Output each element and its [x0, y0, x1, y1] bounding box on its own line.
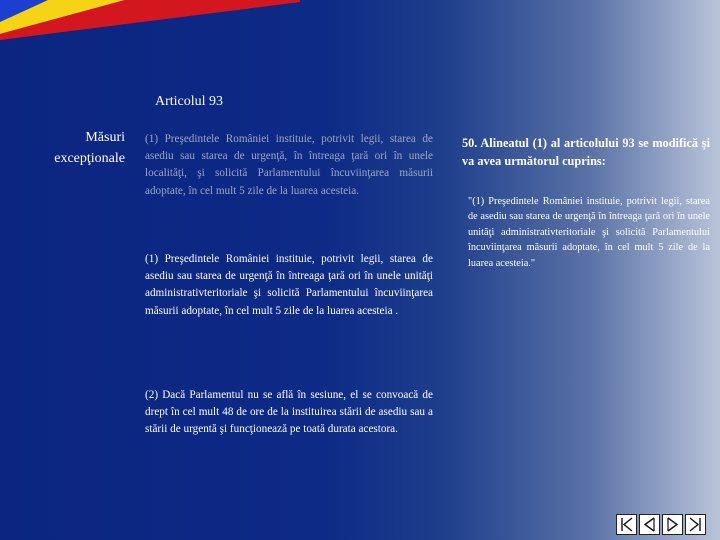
next-slide-button[interactable]	[662, 514, 683, 535]
flag-banner	[0, 0, 300, 40]
amendment-text: "(1) Preşedintele României instituie, potrivit legii, starea de asediu sau starea de urgenţă în întreaga ţară ori în unele unităţi administrativteritoriale şi solicită Parlamentului încuviinţarea măsurii adoptate, în cel mult 5 zile de la luarea acesteia."	[468, 196, 710, 269]
last-slide-icon	[687, 516, 704, 533]
next-slide-icon	[664, 516, 681, 533]
paragraph-2: (2) Dacă Parlamentul nu se află în sesiune, el se convoacă de drept în cel mult 48 de ore de la instituirea stării de asediu sau a stării de urgentă şi funcţionează pe toată durata acestora.	[145, 389, 433, 436]
amendment-heading: 50. Alineatul (1) al articolului 93 se modifică şi va avea următorul cuprins:	[462, 136, 710, 168]
side-label	[30, 127, 125, 169]
previous-slide-icon	[641, 516, 658, 533]
first-slide-icon	[618, 516, 635, 533]
side-label-line2: excepţionale	[54, 151, 125, 166]
original-paragraph-1: (1) Preşedintele României instituie, potrivit legii, starea de asediu sau starea de urgenţă, în întreaga ţară ori în unele localităţi, şi solicită Parlamentului încuviinţarea măsurii adoptate, în cel mult 5 zile de la luarea acesteia.	[145, 133, 433, 197]
first-slide-button[interactable]	[616, 514, 637, 535]
revised-paragraph-1: (1) Preşedintele României instituie, potrivit legii, starea de asediu sau starea de urgenţă în întreaga ţară ori în unele unităţi administrativteritoriale şi solicită Parlamentului încuviinţarea măsurii adoptate, în cel mult 5 zile de la luarea acesteia .	[145, 253, 433, 317]
last-slide-button[interactable]	[685, 514, 706, 535]
side-label-line1: Măsuri	[85, 130, 125, 145]
previous-slide-button[interactable]	[639, 514, 660, 535]
slide-navigation	[616, 514, 706, 535]
article-title: Articolul 93	[155, 94, 224, 109]
